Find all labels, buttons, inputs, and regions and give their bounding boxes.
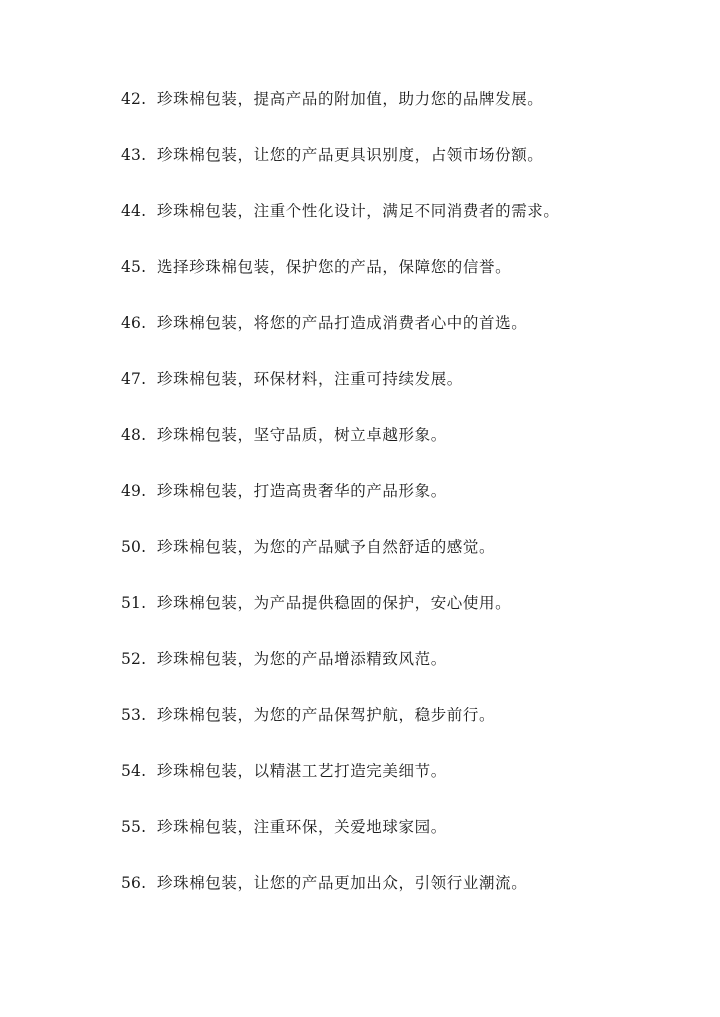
item-text: 珍珠棉包装，为您的产品赋予自然舒适的感觉。 xyxy=(157,538,496,556)
list-item xyxy=(121,311,560,367)
item-text: 珍珠棉包装，提高产品的附加值，助力您的品牌发展。 xyxy=(157,90,544,108)
item-number: 43. xyxy=(121,146,147,164)
item-text: 珍珠棉包装，注重环保，关爱地球家园。 xyxy=(157,818,447,836)
item-number: 50. xyxy=(121,538,147,556)
list-item xyxy=(121,367,560,423)
list-item xyxy=(121,479,560,535)
item-text: 珍珠棉包装，为您的产品保驾护航，稳步前行。 xyxy=(157,706,496,724)
list-item xyxy=(121,815,560,871)
item-text: 珍珠棉包装，环保材料，注重可持续发展。 xyxy=(157,370,463,388)
list-item xyxy=(121,759,560,815)
item-text: 珍珠棉包装，以精湛工艺打造完美细节。 xyxy=(157,762,447,780)
item-number: 45. xyxy=(121,258,147,276)
list-item xyxy=(121,143,560,199)
item-number: 44. xyxy=(121,202,147,220)
item-text: 选择珍珠棉包装，保护您的产品，保障您的信誉。 xyxy=(157,258,512,276)
item-number: 52. xyxy=(121,650,147,668)
item-number: 49. xyxy=(121,482,147,500)
list-item xyxy=(121,423,560,479)
item-text: 珍珠棉包装，为您的产品增添精致风范。 xyxy=(157,650,447,668)
item-number: 54. xyxy=(121,762,147,780)
item-number: 51. xyxy=(121,594,147,612)
item-text: 珍珠棉包装，将您的产品打造成消费者心中的首选。 xyxy=(157,314,528,332)
item-text: 珍珠棉包装，坚守品质，树立卓越形象。 xyxy=(157,426,447,444)
list-item xyxy=(121,871,560,927)
item-text: 珍珠棉包装，让您的产品更加出众，引领行业潮流。 xyxy=(157,874,528,892)
item-number: 48. xyxy=(121,426,147,444)
slogan-list xyxy=(121,87,560,927)
item-number: 53. xyxy=(121,706,147,724)
list-item xyxy=(121,255,560,311)
item-text: 珍珠棉包装，注重个性化设计，满足不同消费者的需求。 xyxy=(157,202,560,220)
list-item xyxy=(121,87,560,143)
item-text: 珍珠棉包装，打造高贵奢华的产品形象。 xyxy=(157,482,447,500)
list-item xyxy=(121,199,560,255)
item-number: 47. xyxy=(121,370,147,388)
item-text: 珍珠棉包装，让您的产品更具识别度，占领市场份额。 xyxy=(157,146,544,164)
item-number: 46. xyxy=(121,314,147,332)
item-number: 56. xyxy=(121,874,147,892)
list-item xyxy=(121,591,560,647)
list-item xyxy=(121,647,560,703)
list-item xyxy=(121,703,560,759)
list-item xyxy=(121,535,560,591)
item-number: 42. xyxy=(121,90,147,108)
item-number: 55. xyxy=(121,818,147,836)
item-text: 珍珠棉包装，为产品提供稳固的保护，安心使用。 xyxy=(157,594,512,612)
